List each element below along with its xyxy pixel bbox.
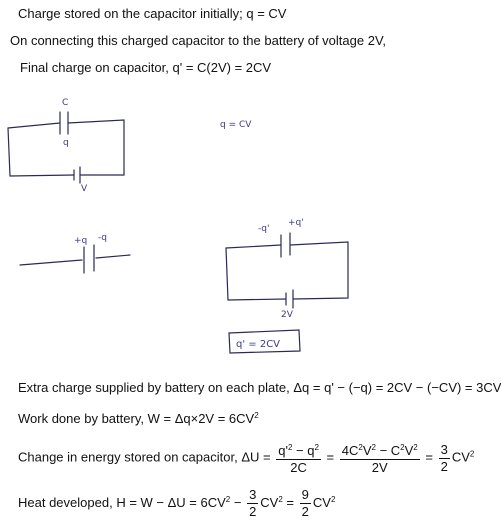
isolated-capacitor — [20, 233, 130, 273]
line-energy-change — [18, 441, 474, 475]
heat-f2-numerator: 9 — [301, 487, 309, 502]
energy-change-text: Change in energy stored on capacitor, — [18, 449, 238, 465]
f2-num-d: V — [404, 443, 414, 458]
f1-num-a: q' — [278, 443, 288, 458]
handwritten-sketch — [0, 85, 474, 385]
heat-exp-a: 2 — [225, 494, 231, 504]
f2-num-exp-d: 2 — [413, 443, 418, 452]
f1-num-b: − q — [292, 443, 315, 458]
fraction-cv-squared-numerator — [340, 441, 420, 460]
heat-tail-exp: 2 — [330, 494, 336, 504]
line-heat-developed — [18, 488, 335, 519]
three-halves-numerator: 3 — [440, 441, 448, 457]
boxed-answer-text: q' = 2CV — [236, 339, 281, 350]
fraction-three-halves — [439, 443, 450, 474]
label-2v: 2V — [281, 310, 293, 320]
extra-charge-text: Extra charge supplied by battery on each plate, — [18, 380, 290, 395]
f2-num-exp-c: 2 — [400, 443, 405, 452]
delta-u-label: ΔU = — [241, 449, 271, 465]
line-initial-charge — [18, 6, 286, 21]
f1-num-exp-b: 2 — [314, 443, 319, 452]
heat-mid-exp: 2 — [278, 494, 283, 504]
fraction-cv-squared — [340, 441, 420, 475]
work-done-exp: 2 — [254, 411, 259, 420]
label-c: C — [62, 98, 69, 108]
fraction-cv-squared-denominator: 2V — [371, 460, 388, 475]
three-halves-denominator: 2 — [440, 458, 448, 474]
heat-tail: CV — [312, 494, 331, 510]
work-done-equation — [148, 411, 259, 426]
label-q-eq: q = CV — [220, 120, 252, 130]
label-q: q — [63, 138, 69, 148]
boxed-answer — [229, 330, 300, 353]
connecting-text: On connecting this charged capacitor to the battery of voltage 2V, — [10, 33, 387, 48]
circuit-final — [226, 218, 348, 320]
work-done-eq-text: W = Δq×2V = 6CV — [147, 411, 255, 426]
work-done-text: Work done by battery, — [18, 411, 144, 426]
heat-fraction-nine-halves — [300, 488, 311, 519]
label-minus-q-prime: -q' — [258, 224, 270, 234]
f2-num-a: 4C — [341, 443, 359, 458]
label-v: V — [81, 184, 88, 194]
line-final-charge — [20, 60, 271, 75]
heat-eq-a: H = W − ΔU = 6CV — [116, 494, 226, 510]
label-plus-q-prime: +q' — [288, 218, 304, 228]
heat-equals: = — [282, 494, 298, 510]
fraction-q-squared — [276, 441, 321, 475]
energy-tail: CV — [451, 449, 470, 465]
heat-fraction-three-halves — [247, 488, 258, 519]
f2-num-b: V — [362, 443, 372, 458]
final-charge-text: Final charge on capacitor, — [20, 60, 169, 75]
line-work-done — [18, 411, 259, 426]
label-minus-q: -q — [98, 233, 107, 243]
circuit-initial — [8, 98, 124, 194]
label-plus-q: +q — [74, 236, 88, 246]
heat-mid: CV — [260, 494, 279, 510]
equals-sign-2: = — [425, 449, 433, 465]
heat-developed-text: Heat developed, — [18, 494, 113, 510]
extra-charge-equation: Δq = q' − (−q) = 2CV − (−CV) = 3CV — [293, 380, 501, 395]
heat-minus: − — [230, 494, 246, 510]
f2-num-exp-b: 2 — [371, 443, 376, 452]
f2-num-exp-a: 2 — [358, 443, 363, 452]
line-extra-charge — [18, 380, 501, 395]
heat-f1-denominator: 2 — [249, 504, 257, 519]
f2-num-c: − C — [375, 443, 401, 458]
energy-tail-exp: 2 — [469, 449, 475, 459]
f1-num-exp-a: 2 — [287, 443, 293, 452]
line-connecting — [10, 33, 386, 48]
heat-f1-numerator: 3 — [249, 487, 257, 502]
initial-charge-equation: q = CV — [246, 6, 287, 21]
initial-charge-text: Charge stored on the capacitor initially; — [18, 6, 243, 21]
fraction-q-squared-denominator: 2C — [290, 460, 307, 475]
final-charge-equation: q' = C(2V) = 2CV — [172, 60, 272, 75]
heat-f2-denominator: 2 — [301, 504, 309, 519]
fraction-q-squared-numerator — [276, 441, 321, 460]
equals-sign-1: = — [326, 449, 335, 465]
